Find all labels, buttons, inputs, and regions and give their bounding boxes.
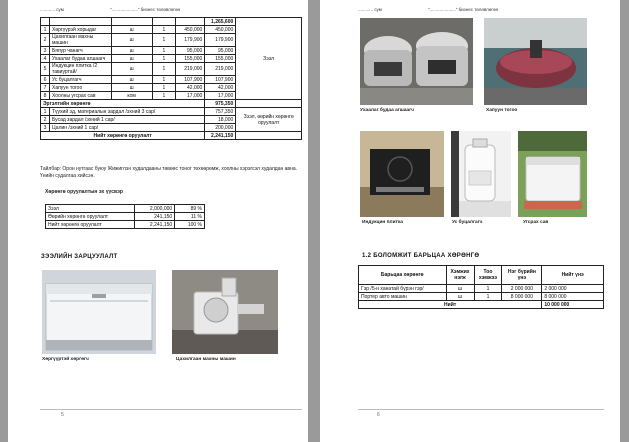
page-number: 5	[61, 412, 64, 418]
rice-cooker-photo	[360, 18, 473, 105]
table-row: 2 Цахилгаан махны машин ш 1 179,900 179,900	[41, 34, 302, 47]
top-total: 1,265,600	[205, 18, 236, 26]
page-header	[40, 7, 225, 12]
header-left: ............ сум	[40, 7, 64, 12]
page-right	[320, 0, 620, 442]
page-header	[358, 7, 543, 12]
group-label: Зээл	[236, 18, 302, 100]
table-row: 1 Хөргүүрэй хорыдаг ш 1 450,000 450,000	[41, 26, 302, 34]
photo-caption: Хапуун тогоо	[486, 108, 518, 113]
table-row: Портер авто машин ш 1 8 000 000 8 000 000	[359, 293, 604, 301]
table-header-row: Барьцаа хөрөнгө Хэмжих нэгж Тоо хэмжээ Нэг бүрийн үнэ Нийт үнэ	[359, 266, 604, 285]
freezer-photo	[42, 270, 156, 354]
footer-line	[40, 409, 302, 410]
section-title: 1.2 БОЛОМЖИТ БАРЬЦАА ХӨРӨНГӨ	[362, 253, 480, 259]
meat-grinder-photo	[172, 270, 278, 354]
table-row: 1 Түүхий эд, материалын зардал /эхний 3 сар/ 757,350 Зээл, өөрийн хөрөнгө оруулалт	[41, 108, 302, 116]
header-left: ............ сум	[358, 7, 382, 12]
investment-table	[40, 17, 302, 140]
table-row: 6 Ус буцалгагч ш 1 107,900 107,900	[41, 76, 302, 84]
photo-caption: Ус буцалгагч	[452, 220, 483, 225]
table-row: 4 Ухаалаг будаа агшаагч ш 1 155,000 155,000	[41, 55, 302, 63]
table-row: 3 Бяпур чанагч ш 1 95,000 95,000	[41, 47, 302, 55]
table-row: 8 Хоолны угсрах сав ком 1 17,000 17,000	[41, 92, 302, 100]
table-row: Өөрийн хөрөнгө оруулалт 241,150 11 %	[46, 213, 205, 221]
photo-caption: Ухаалаг будаа агшаагч	[360, 108, 414, 113]
header-right: “.....................” бизнес төлөвлөгөө	[428, 7, 498, 12]
rows2-note: Зээл, өөрийн хөрөнгө оруулалт	[236, 108, 302, 132]
induction-photo	[360, 131, 444, 217]
table-row: Нийт хөрөнгө оруулалт 2,241,150 100 %	[46, 221, 205, 229]
kettle-photo	[451, 131, 511, 217]
photo-caption: Хөргүүртэй хөргөгч	[42, 357, 89, 362]
section-title: ЗЭЭЛИЙН ЗАРЦУУЛАЛТ	[41, 254, 118, 260]
total-row: Нийт 10 000 000	[359, 301, 604, 309]
header-right: “.....................” бизнес төлөвлөгөө	[110, 7, 180, 12]
collateral-table	[358, 265, 604, 309]
page-left	[8, 0, 308, 442]
table-row: Гэр /5-н ханатай бүрэн гэр/ ш 1 2 000 000 2 000 000	[359, 285, 604, 293]
table-row: 3 Цалин /эхний 1 сар/ 200,000	[41, 124, 302, 132]
table-row: 5 Индукцин плитка /2 тавиуртай/ ш 1 219,000 219,000	[41, 63, 302, 76]
source-table	[45, 204, 205, 229]
page-number: 6	[377, 412, 380, 418]
photo-caption: Индукцин плитка	[362, 220, 403, 225]
table-row: 2 Бусад зардал /эхний 1 сар/ 18,000	[41, 116, 302, 124]
struct-title: Хөрөнгө оруулалтын эх үүсвэр	[45, 189, 123, 195]
wok-photo	[484, 18, 587, 105]
photo-caption: Угсрах сав	[523, 220, 549, 225]
photo-caption: Цахилгаан махны машин	[176, 357, 236, 362]
table-row: Зээл 2,000,000 89 %	[46, 205, 205, 213]
table-row: 7 Хапуун тогоо ш 1 42,000 42,000	[41, 84, 302, 92]
footer-line	[358, 409, 604, 410]
grand-total-row: Нийт хөрөнгө оруулалт 2,241,150	[41, 132, 302, 140]
container-photo	[518, 131, 587, 217]
note-text: Тайлбар: Орон нутгаас буюу Жижиглэн худалдааны төвөөс тоног төхөөрөмж, хоолны хэрэгсэл худалдан авна. Үнийн судалгаа хийсэн.	[40, 166, 297, 179]
subtotal-row: Эргэлтийн хөрөнгө 975,350	[41, 100, 302, 108]
